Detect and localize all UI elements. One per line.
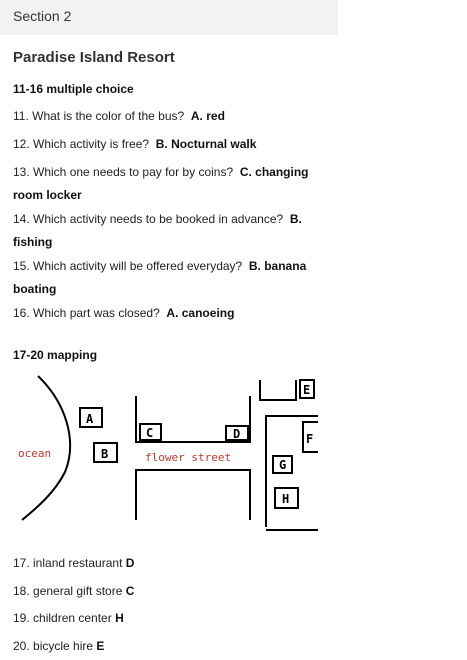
question-13 [13, 161, 313, 207]
part1-label: 11-16 multiple choice [13, 82, 134, 96]
question-text: 13. Which one needs to pay for by coins? [13, 165, 234, 179]
answer-value: E [96, 639, 105, 653]
question-14 [13, 208, 313, 254]
question-answer: B. banana boating [13, 259, 307, 296]
question-15 [13, 255, 313, 301]
question-16 [13, 302, 313, 325]
street-label: flower street [145, 451, 232, 464]
answer-20 [13, 639, 104, 653]
building-top-e [260, 380, 296, 400]
question-text: 16. Which part was closed? [13, 306, 160, 320]
building-bottom-left [136, 470, 250, 520]
label-c: C [146, 426, 154, 440]
answer-text: 18. general gift store [13, 584, 123, 598]
label-b: B [101, 447, 109, 461]
label-a: A [86, 412, 94, 426]
section-label: Section 2 [13, 8, 72, 24]
answer-value: C [125, 584, 135, 598]
answer-text: 17. inland restaurant [13, 556, 123, 570]
question-text: 11. What is the color of the bus? [13, 109, 185, 123]
answer-value: H [115, 611, 124, 625]
answer-text: 19. children center [13, 611, 112, 625]
label-g: G [279, 458, 287, 472]
label-d: D [233, 427, 241, 441]
label-h: H [282, 492, 290, 506]
label-f: F [306, 432, 314, 446]
label-e: E [303, 383, 311, 397]
answer-17 [13, 556, 134, 570]
answer-19 [13, 611, 124, 625]
answer-18 [13, 584, 134, 598]
answer-value: D [125, 556, 135, 570]
question-answer: B. fishing [13, 212, 302, 249]
question-answer: C. changing room locker [13, 165, 309, 202]
question-12 [13, 133, 313, 156]
page-title: Paradise Island Resort [13, 49, 175, 66]
part2-label: 17-20 mapping [13, 348, 98, 362]
question-answer: A. canoeing [166, 306, 235, 320]
question-text: 12. Which activity is free? [13, 137, 150, 151]
question-11 [13, 105, 313, 128]
question-text: 15. Which activity will be offered everyday? [13, 259, 243, 273]
ocean-label: ocean [18, 447, 52, 460]
question-answer: A. red [190, 109, 225, 123]
section-header [0, 0, 338, 35]
question-text: 14. Which activity needs to be booked in advance? [13, 212, 284, 226]
resort-map [0, 372, 330, 532]
question-answer: B. Nocturnal walk [155, 137, 257, 151]
answer-text: 20. bicycle hire [13, 639, 94, 653]
